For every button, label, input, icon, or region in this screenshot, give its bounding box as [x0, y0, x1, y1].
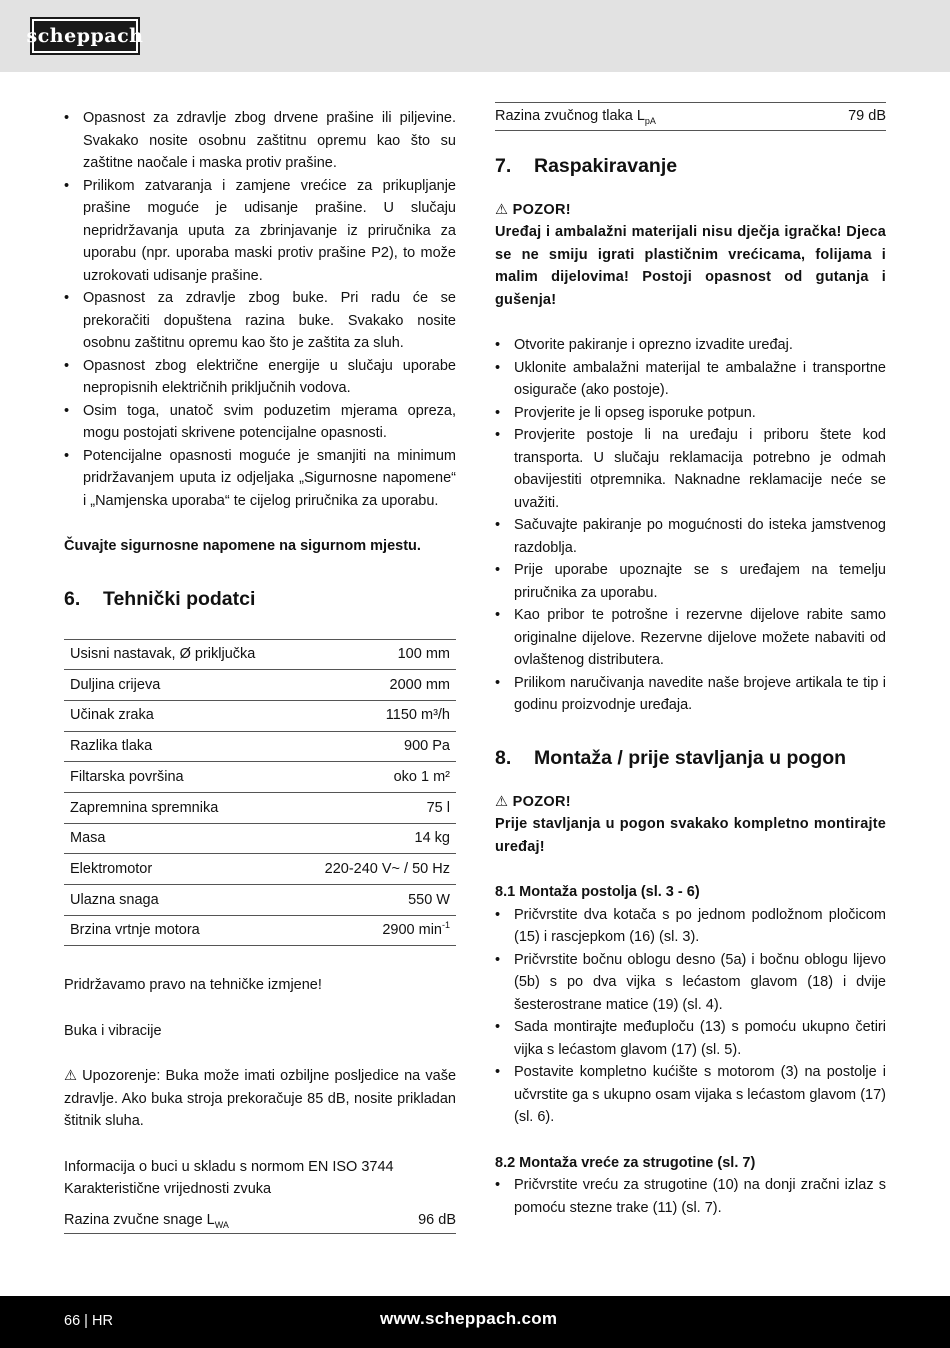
list-item: • Prilikom naručivanja navedite naše brojeve artikala te tip i godinu proizvodnje uređaja.: [495, 672, 886, 717]
website-url[interactable]: www.scheppach.com: [380, 1309, 558, 1328]
list-item: • Otvorite pakiranje i oprezno izvadite uređaj.: [495, 334, 886, 357]
list-item: • Opasnost zbog električne energije u slučaju uporabe nepropisnih električnih priključnih vodova.: [64, 355, 456, 400]
tech-label: Elektromotor: [64, 854, 295, 885]
tech-label: Ulazna snaga: [64, 885, 295, 916]
table-row: [64, 700, 456, 731]
list-item: • Provjerite postoje li na uređaju i priboru štete kod transporta. U slučaju reklamacija potrebno je odmah obavijestiti otpremnika. Naknadne reklamacije neće se uvažiti.: [495, 424, 886, 514]
table-row: [64, 885, 456, 916]
section-number: 8.: [495, 746, 512, 769]
reserve-note: Pridržavamo pravo na tehničke izmjene!: [64, 977, 322, 994]
list-item: • Kao pribor te potrošne i rezervne dijelove rabite samo originalne dijelove. Rezervne dijelove možete nabaviti od ovlaštenog distributera.: [495, 604, 886, 672]
tech-label: Masa: [64, 823, 295, 854]
page-header: [0, 0, 950, 72]
section-number: 6.: [64, 587, 81, 610]
section-number: 7.: [495, 154, 512, 177]
list-item: • Pričvrstite dva kotača s po jednom podložnom pločicom (15) i rascjepkom (16) (sl. 3).: [495, 904, 886, 949]
warning-icon: ⚠: [495, 201, 509, 218]
tech-value: 900 Pa: [295, 731, 456, 762]
assembly-bullet-list: [495, 904, 886, 1129]
table-row: [64, 762, 456, 793]
tech-label: Učinak zraka: [64, 700, 295, 731]
section-heading-technical: [64, 586, 456, 612]
tech-value: 75 l: [295, 792, 456, 823]
list-item: • Opasnost za zdravlje zbog buke. Pri radu će se prekoračiti dopuštena razina buke. Svakako nosite osobnu zaštitnu opremu kao što je zaštita za sluh.: [64, 287, 456, 355]
page-footer: [0, 1296, 950, 1348]
list-item: • Potencijalne opasnosti moguće je smanjiti na minimum pridržavanjem uputa iz odjeljaka „Sigurnosne napomene“ i „Namjenska uporaba“ te cijelog priručnika za uporabu.: [64, 445, 456, 513]
noise-info-2: Karakteristične vrijednosti zvuka: [64, 1181, 272, 1198]
noise-warning: [64, 1065, 456, 1133]
left-column: [64, 107, 456, 1234]
list-item: • Opasnost za zdravlje zbog drvene prašine ili piljevine. Svakako nosite osobnu zaštitnu opremu kao što su zaštitne naočale i maska protiv prašine.: [64, 107, 456, 175]
tech-label: Zapremnina spremnika: [64, 792, 295, 823]
table-row: [64, 639, 456, 670]
sound-power-value: 96 dB: [418, 1211, 456, 1228]
tech-label: Razlika tlaka: [64, 731, 295, 762]
tech-value: 220-240 V~ / 50 Hz: [295, 854, 456, 885]
warning-text: Upozorenje: Buka može imati ozbiljne posljedice na vaše zdravlje. Ako buka stroja prekoračuje 85 dB, nosite prikladan štitnik sluha.: [64, 1068, 457, 1130]
list-item: • Postavite kompletno kućište s motorom (3) na postolje i učvrstite ga s ukupno osam vijaka s lećastom glavom (17) (sl. 6).: [495, 1061, 886, 1129]
tech-value: 2900 $\min^{-1}$: [295, 915, 456, 946]
tech-value: 550 W: [295, 885, 456, 916]
warning-icon: ⚠: [495, 793, 509, 810]
tech-label: Usisni nastavak, Ø priključka: [64, 639, 295, 670]
list-item: • Pričvrstite bočnu oblogu desno (5a) i bočnu oblogu lijevo (5b) s po dva vijka s lećastom glavom (18) i dvije šesterostrane matice (19) (sl. 4).: [495, 949, 886, 1017]
noise-info-1: Informacija o buci u skladu s normom EN ISO 3744: [64, 1158, 394, 1175]
scheppach-logo: scheppach: [30, 17, 140, 55]
keep-safe-note: Čuvajte sigurnosne napomene na sigurnom mjestu.: [64, 538, 421, 554]
sound-pressure-label: Razina zvučnog tlaka $L_{pA}$: [495, 108, 656, 126]
sound-power-row: [64, 1209, 456, 1235]
section-title: Montaža / prije stavljanja u pogon: [534, 746, 847, 769]
list-item: • Provjerite je li opseg isporuke potpun.: [495, 402, 886, 425]
list-item: • Prije uporabe upoznajte se s uređajem na temelju priručnika za uporabu.: [495, 559, 886, 604]
table-row: [64, 915, 456, 946]
list-item: • Uklonite ambalažni materijal te ambalažne i transportne osigurače (ako postoje).: [495, 357, 886, 402]
list-item: • Prilikom zatvaranja i zamjene vrećice za prikupljanje prašine moguće je udisanje prašine. U slučaju nepridržavanja uputa za zbrinjavanje iz priručnika za uporabu (npr. uporaba maski protiv prašine P2), to može uzrokovati udisanje prašine.: [64, 175, 456, 288]
table-row: [64, 823, 456, 854]
sound-pressure-row: [495, 102, 886, 131]
chip-bag-bullet-list: [495, 1174, 886, 1219]
pozor-label-7: ⚠ POZOR!: [495, 199, 886, 222]
list-item: • Pričvrstite vreću za strugotine (10) na donji zračni izlaz s pomoću stezne trake (11) (sl. 7).: [495, 1174, 886, 1219]
tech-label: Brzina vrtnje motora: [64, 915, 295, 946]
table-row: [64, 670, 456, 701]
page-number: 66 | HR: [64, 1313, 113, 1329]
tech-value: 14 kg: [295, 823, 456, 854]
tech-value: 1150 m³/h: [295, 700, 456, 731]
tech-value: oko 1 m²: [295, 762, 456, 793]
warning-icon: ⚠: [64, 1068, 77, 1085]
right-column: [495, 102, 886, 1219]
subheading-8-1: 8.1 Montaža postolja (sl. 3 - 6): [495, 884, 700, 900]
tech-value: 100 mm: [295, 639, 456, 670]
pozor-text-8: Prije stavljanja u pogon svakako kompletno montirajte uređaj!: [495, 816, 886, 855]
list-item: • Osim toga, unatoč svim poduzetim mjerama opreza, mogu postojati skrivene potencijalne opasnosti.: [64, 400, 456, 445]
section-title: Raspakiravanje: [534, 154, 678, 177]
unpacking-bullet-list: [495, 334, 886, 717]
tech-value: 2000 mm: [295, 670, 456, 701]
safety-bullet-list: [64, 107, 456, 512]
pozor-text-7: Uređaj i ambalažni materijali nisu dječja igračka! Djeca se ne smiju igrati plastičnim vrećicama, folijama i malim dijelovima! Postoji opasnost od gutanja i gušenja!: [495, 224, 886, 308]
technical-data-table: [64, 639, 456, 947]
tech-label: Filtarska površina: [64, 762, 295, 793]
tech-label: Duljina crijeva: [64, 670, 295, 701]
section-heading-unpacking: [495, 153, 886, 179]
subheading-8-2: 8.2 Montaža vreće za strugotine (sl. 7): [495, 1154, 756, 1171]
table-row: [64, 854, 456, 885]
table-row: [64, 792, 456, 823]
list-item: • Sada montirajte međuploču (13) s pomoću ukupno četiri vijka s lećastom glavom (17) (sl. 5).: [495, 1016, 886, 1061]
pozor-label-8: ⚠ POZOR!: [495, 791, 886, 814]
section-heading-assembly: [495, 745, 886, 771]
section-title: Tehnički podatci: [103, 587, 256, 610]
list-item: • Sačuvajte pakiranje po mogućnosti do isteka jamstvenog razdoblja.: [495, 514, 886, 559]
sound-power-label: Razina zvučne snage $L_{WA}$: [64, 1211, 229, 1230]
sound-pressure-value: 79 dB: [848, 108, 886, 124]
table-row: [64, 731, 456, 762]
noise-title: Buka i vibracije: [64, 1022, 162, 1039]
